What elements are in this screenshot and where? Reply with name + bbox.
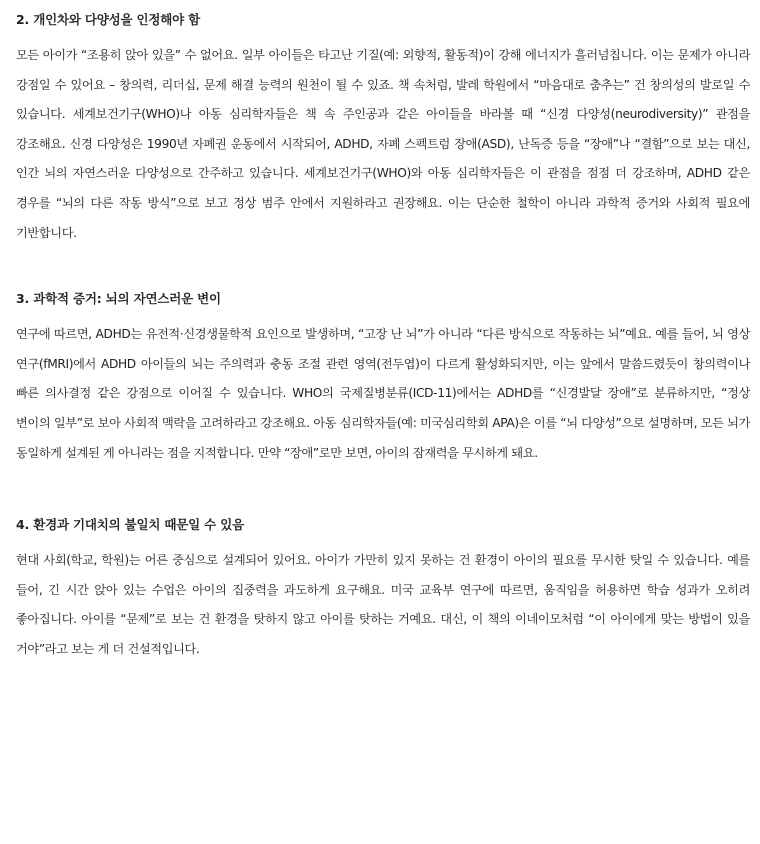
section-paragraph: 연구에 따르면, ADHD는 유전적·신경생물학적 요인으로 발생하며, “고장 난 뇌”가 아니라 “다른 방식으로 작동하는 뇌”예요. 예를 들어, 뇌 영상 연구(fMRI)에서 ADHD 아이들의 뇌는 주의력과 충동 조절 관련 영역(전두엽)이 다르게 활성화되지만, 이는 앞에서 말씀드렸듯이 창의력이나 빠른 의사결정 같은 강점으로 이어질 수 있습니다. WHO의 국제질병분류(ICD-11)에서는 ADHD를 “신경발달 장애”로 분류하지만, “정상 변이의 일부”로 보아 사회적 맥락을 고려하라고 강조해요. 아동 심리학자들(예: 미국심리학회 APA)은 이를 “뇌 다양성”으로 설명하며, 모든 뇌가 동일하게 설계된 게 아니라는 점을 지적합니다. 만약 “장애”로만 보면, 아이의 잠재력을 무시하게 돼요. xyxy=(16,327,750,460)
section-heading: 2. 개인차와 다양성을 인정해야 함 xyxy=(16,12,201,27)
section-heading: 4. 환경과 기대치의 불일치 때문일 수 있음 xyxy=(16,517,244,533)
section-paragraph: 모든 아이가 “조용히 앉아 있을” 수 없어요. 일부 아이들은 타고난 기질(예: 외향적, 활동적)이 강해 에너지가 흘러넘칩니다. 이는 문제가 아니라 강점일 수 있어요 – 창의력, 리더십, 문제 해결 능력의 원천이 될 수 있죠. 책 속처럼, 발레 학원에서 “마음대로 춤추는” 건 창의성의 발로일 수 있습니다. 세계보건기구(WHO)나 아동 심리학자들은 책 속 주인공과 같은 아이들을 바라볼 때 “신경 다양성(neurodiversity)” 관점을 강조해요. 신경 다양성은 1990년 자폐권 운동에서 시작되어, ADHD, 자폐 스펙트럼 장애(ASD), 난독증 등을 “장애”나 “결함”으로 보는 대신, 인간 뇌의 자연스러운 다양성으로 간주하고 있습니다. 세계보건기구(WHO)와 아동 심리학자들은 이 관점을 점점 더 강조하며, ADHD 같은 경우를 “뇌의 다른 작동 방식”으로 보고 정상 범주 안에서 지원하라고 권장해요. 이는 단순한 철학이 아니라 과학적 증거와 사회적 필요에 기반합니다. xyxy=(16,48,750,240)
section-environment-mismatch xyxy=(16,513,750,664)
section-heading: 3. 과학적 증거: 뇌의 자연스러운 변이 xyxy=(16,291,221,307)
section-individual-differences xyxy=(16,8,750,248)
section-paragraph: 현대 사회(학교, 학원)는 어른 중심으로 설계되어 있어요. 아이가 가만히 있지 못하는 건 환경이 아이의 필요를 무시한 탓일 수 있습니다. 예를 들어, 긴 시간 앉아 있는 수업은 아이의 집중력을 과도하게 요구해요. 미국 교육부 연구에 따르면, 움직임을 허용하면 학습 성과가 오히려 좋아집니다. 아이를 “문제”로 보는 건 환경을 탓하지 않고 아이를 탓하는 거예요. 대신, 이 책의 이네이모처럼 “이 아이에게 맞는 방법이 있을 거야”라고 보는 게 더 건설적입니다. xyxy=(16,553,750,656)
section-scientific-evidence xyxy=(16,287,750,468)
